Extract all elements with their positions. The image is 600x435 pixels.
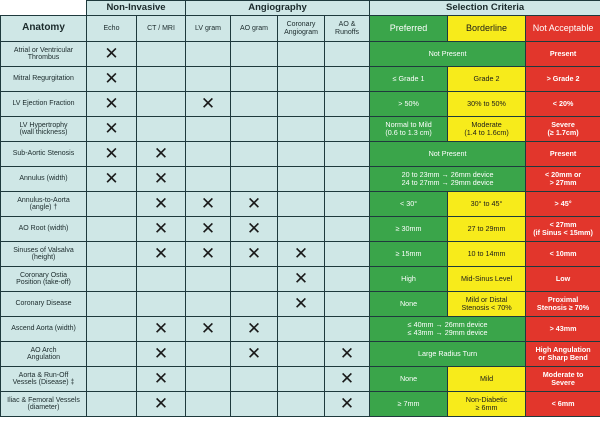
- x-mark-icon: ✕: [153, 393, 169, 414]
- coronary-angiogram-cell: [278, 167, 325, 192]
- criteria-text: 24 to 27mm → 29mm device: [401, 178, 494, 187]
- table-row: [1, 67, 600, 92]
- col-echo: Echo: [87, 16, 137, 42]
- group-header-row: [1, 1, 600, 16]
- preferred-cell: [370, 367, 448, 392]
- anatomy-label: Vessels (Disease) ‡: [12, 379, 75, 386]
- x-mark-icon: ✕: [104, 43, 119, 64]
- coronary-angiogram-cell: [278, 242, 325, 267]
- ao-runoffs-cell: [325, 117, 370, 142]
- echo-cell: [87, 42, 137, 67]
- preferred-cell: [370, 242, 448, 267]
- preferred-cell: [370, 167, 526, 192]
- anatomy-cell: [1, 292, 87, 317]
- criteria-text: Severe: [551, 378, 575, 387]
- not-acceptable-cell: [526, 92, 600, 117]
- x-mark-icon: ✕: [246, 343, 262, 364]
- criteria-text: or Sharp Bend: [538, 353, 588, 362]
- anatomy-label: Annulus-to-Aorta: [17, 196, 70, 204]
- echo-cell: [87, 192, 137, 217]
- criteria-text: 30° to 45°: [470, 199, 503, 209]
- col-coronary-angiogram: [278, 16, 325, 42]
- criteria-text: (if Sinus < 15mm): [533, 228, 593, 237]
- echo-cell: [87, 292, 137, 317]
- criteria-text: ≤ 43mm → 29mm device: [407, 328, 488, 337]
- lv-gram-cell: [186, 42, 231, 67]
- x-mark-icon: ✕: [246, 318, 262, 339]
- anatomy-label: LV Ejection Fraction: [12, 100, 75, 108]
- ao-gram-cell: [231, 392, 278, 417]
- ct-mri-cell: [137, 217, 186, 242]
- not-acceptable-cell: [526, 67, 600, 92]
- table-row: [1, 92, 600, 117]
- criteria-text: (0.6 to 1.3 cm): [385, 128, 432, 137]
- ao-gram-cell: [231, 292, 278, 317]
- criteria-text: 27 to 29mm: [467, 224, 506, 234]
- criteria-text: > 27mm: [549, 178, 577, 187]
- ct-mri-cell: [137, 267, 186, 292]
- coronary-angiogram-cell: [278, 367, 325, 392]
- preferred-cell: [370, 342, 526, 367]
- echo-cell: [87, 317, 137, 342]
- coronary-angiogram-cell: [278, 217, 325, 242]
- x-mark-icon: ✕: [153, 343, 169, 364]
- anatomy-cell: [1, 217, 87, 242]
- coronary-angiogram-cell: [278, 392, 325, 417]
- echo-cell: [87, 392, 137, 417]
- not-acceptable-cell: [526, 42, 600, 67]
- not-acceptable-cell: [526, 392, 600, 417]
- borderline-cell: [448, 367, 526, 392]
- ao-gram-cell: [231, 317, 278, 342]
- ao-runoffs-cell: [325, 292, 370, 317]
- x-mark-icon: ✕: [339, 393, 355, 414]
- borderline-cell: [448, 67, 526, 92]
- col-ao-runoffs: [325, 16, 370, 42]
- preferred-cell: [370, 217, 448, 242]
- anatomy-label: Coronary Disease: [15, 300, 72, 308]
- criteria-text: ≥ 15mm: [395, 249, 422, 259]
- anatomy-label: Aorta & Run-Off: [18, 371, 69, 379]
- borderline-cell: [448, 217, 526, 242]
- not-acceptable-cell: [526, 142, 600, 167]
- anatomy-label: (wall thickness): [19, 129, 68, 136]
- ct-mri-cell: [137, 317, 186, 342]
- criteria-text: > 43mm: [549, 324, 577, 334]
- col-ao-runoffs-line2: Runoffs: [335, 28, 360, 36]
- ao-runoffs-cell: [325, 192, 370, 217]
- criteria-text: 30% to 50%: [467, 99, 506, 109]
- ao-runoffs-cell: [325, 342, 370, 367]
- lv-gram-cell: [186, 142, 231, 167]
- criteria-text: Proximal: [547, 295, 579, 305]
- anatomy-label: (diameter): [27, 404, 60, 411]
- ct-mri-cell: [137, 42, 186, 67]
- ct-mri-cell: [137, 367, 186, 392]
- borderline-cell: [448, 117, 526, 142]
- anatomy-label: AO Root (width): [18, 225, 69, 233]
- lv-gram-cell: [186, 242, 231, 267]
- anatomy-label: Coronary Ostia: [19, 271, 68, 279]
- preferred-cell: [370, 67, 448, 92]
- ct-mri-cell: [137, 67, 186, 92]
- ct-mri-cell: [137, 92, 186, 117]
- lv-gram-cell: [186, 67, 231, 92]
- anatomy-label: Angulation: [26, 354, 61, 361]
- group-angiography: Angiography: [186, 1, 370, 16]
- echo-cell: [87, 117, 137, 142]
- col-not-acceptable: Not Acceptable: [526, 16, 600, 42]
- x-mark-icon: ✕: [246, 218, 262, 239]
- ao-gram-cell: [231, 142, 278, 167]
- criteria-text: Mild: [479, 374, 494, 384]
- ct-mri-cell: [137, 292, 186, 317]
- x-mark-icon: ✕: [246, 243, 262, 264]
- criteria-text: Large Radius Turn: [417, 349, 478, 359]
- coronary-angiogram-cell: [278, 67, 325, 92]
- lv-gram-cell: [186, 342, 231, 367]
- column-header-row: [1, 16, 600, 42]
- preferred-cell: [370, 142, 526, 167]
- table-row: [1, 142, 600, 167]
- ao-gram-cell: [231, 367, 278, 392]
- ao-runoffs-cell: [325, 92, 370, 117]
- not-acceptable-cell: [526, 342, 600, 367]
- echo-cell: [87, 367, 137, 392]
- criteria-text: > 50%: [398, 99, 419, 109]
- table-row: [1, 117, 600, 142]
- anatomy-label: Position (take-off): [16, 279, 71, 286]
- table-row: [1, 192, 600, 217]
- criteria-text: 20 to 23mm → 26mm device: [401, 170, 494, 180]
- echo-cell: [87, 342, 137, 367]
- ao-runoffs-cell: [325, 242, 370, 267]
- x-mark-icon: ✕: [339, 368, 355, 389]
- table-body: [1, 42, 600, 417]
- criteria-text: Moderate: [471, 120, 502, 130]
- criteria-text: Moderate to: [542, 370, 584, 380]
- x-mark-icon: ✕: [104, 93, 119, 114]
- coronary-angiogram-cell: [278, 292, 325, 317]
- x-mark-icon: ✕: [200, 93, 216, 114]
- anatomy-label: Ascend Aorta (width): [11, 325, 76, 333]
- lv-gram-cell: [186, 392, 231, 417]
- criteria-text: < 27mm: [549, 220, 577, 230]
- lv-gram-cell: [186, 92, 231, 117]
- x-mark-icon: ✕: [153, 218, 169, 239]
- echo-cell: [87, 242, 137, 267]
- borderline-cell: [448, 267, 526, 292]
- ct-mri-cell: [137, 117, 186, 142]
- lv-gram-cell: [186, 117, 231, 142]
- x-mark-icon: ✕: [104, 68, 119, 89]
- not-acceptable-cell: [526, 217, 600, 242]
- x-mark-icon: ✕: [246, 193, 262, 214]
- x-mark-icon: ✕: [293, 243, 309, 264]
- preferred-cell: [370, 392, 448, 417]
- col-anatomy: Anatomy: [1, 16, 87, 42]
- criteria-text: Non-Diabetic: [465, 395, 508, 405]
- criteria-text: ≥ 6mm: [475, 403, 498, 412]
- borderline-cell: [448, 242, 526, 267]
- preferred-cell: [370, 92, 448, 117]
- ao-gram-cell: [231, 342, 278, 367]
- anatomy-cell: [1, 367, 87, 392]
- criteria-text: Not Present: [428, 149, 467, 159]
- criteria-text: Stenosis ≥ 70%: [536, 303, 590, 312]
- criteria-text: ≤ 40mm → 26mm device: [407, 320, 488, 330]
- criteria-text: (1.4 to 1.6cm): [464, 128, 509, 137]
- table-row: [1, 367, 600, 392]
- x-mark-icon: ✕: [200, 218, 216, 239]
- anatomy-label: Sub-Aortic Stenosis: [12, 150, 75, 158]
- criteria-text: ≥ 30mm: [395, 224, 422, 234]
- x-mark-icon: ✕: [104, 168, 119, 189]
- ao-runoffs-cell: [325, 142, 370, 167]
- not-acceptable-cell: [526, 242, 600, 267]
- coronary-angiogram-cell: [278, 267, 325, 292]
- lv-gram-cell: [186, 267, 231, 292]
- criteria-text: > 45°: [554, 199, 572, 209]
- not-acceptable-cell: [526, 192, 600, 217]
- echo-cell: [87, 92, 137, 117]
- col-coronary-angiogram-line2: Angiogram: [284, 28, 318, 36]
- ao-runoffs-cell: [325, 217, 370, 242]
- col-ao-runoffs-line1: AO &: [338, 21, 356, 29]
- table-row: [1, 292, 600, 317]
- x-mark-icon: ✕: [200, 193, 216, 214]
- x-mark-icon: ✕: [153, 168, 169, 189]
- x-mark-icon: ✕: [153, 243, 169, 264]
- x-mark-icon: ✕: [293, 268, 309, 289]
- anatomy-cell: [1, 142, 87, 167]
- criteria-text: Severe: [551, 120, 575, 130]
- anatomy-cell: [1, 192, 87, 217]
- borderline-cell: [448, 192, 526, 217]
- ao-runoffs-cell: [325, 42, 370, 67]
- ct-mri-cell: [137, 142, 186, 167]
- echo-cell: [87, 142, 137, 167]
- ao-runoffs-cell: [325, 392, 370, 417]
- coronary-angiogram-cell: [278, 117, 325, 142]
- not-acceptable-cell: [526, 292, 600, 317]
- ao-gram-cell: [231, 192, 278, 217]
- criteria-text: < 20mm or: [544, 170, 582, 180]
- criteria-text: < 6mm: [551, 399, 575, 409]
- anatomy-label: LV Hypertrophy: [19, 121, 68, 129]
- ct-mri-cell: [137, 342, 186, 367]
- ao-runoffs-cell: [325, 67, 370, 92]
- col-ct-mri: CT / MRI: [137, 16, 186, 42]
- x-mark-icon: ✕: [153, 143, 169, 164]
- coronary-angiogram-cell: [278, 192, 325, 217]
- ao-runoffs-cell: [325, 267, 370, 292]
- table-row: [1, 392, 600, 417]
- lv-gram-cell: [186, 292, 231, 317]
- criteria-text: Mid-Sinus Level: [460, 274, 513, 284]
- table-row: [1, 42, 600, 67]
- preferred-cell: [370, 292, 448, 317]
- criteria-text: Present: [549, 49, 577, 59]
- ct-mri-cell: [137, 242, 186, 267]
- x-mark-icon: ✕: [104, 118, 119, 139]
- criteria-text: 10 to 14mm: [467, 249, 506, 259]
- anatomy-cell: [1, 67, 87, 92]
- criteria-text: None: [399, 299, 418, 309]
- table-row: [1, 242, 600, 267]
- criteria-text: Present: [549, 149, 577, 159]
- col-borderline: Borderline: [448, 16, 526, 42]
- lv-gram-cell: [186, 167, 231, 192]
- lv-gram-cell: [186, 192, 231, 217]
- not-acceptable-cell: [526, 117, 600, 142]
- criteria-text: ≥ 7mm: [397, 399, 420, 409]
- criteria-text: None: [399, 374, 418, 384]
- x-mark-icon: ✕: [104, 143, 119, 164]
- preferred-cell: [370, 317, 526, 342]
- table-row: [1, 217, 600, 242]
- criteria-text: Stenosis < 70%: [461, 303, 512, 312]
- preferred-cell: [370, 267, 448, 292]
- x-mark-icon: ✕: [200, 243, 216, 264]
- ao-gram-cell: [231, 267, 278, 292]
- ao-gram-cell: [231, 217, 278, 242]
- x-mark-icon: ✕: [153, 368, 169, 389]
- group-selection-criteria: Selection Criteria: [370, 1, 600, 16]
- not-acceptable-cell: [526, 167, 600, 192]
- echo-cell: [87, 67, 137, 92]
- lv-gram-cell: [186, 317, 231, 342]
- preferred-cell: [370, 42, 526, 67]
- x-mark-icon: ✕: [339, 343, 355, 364]
- criteria-text: Not Present: [428, 49, 467, 59]
- preferred-cell: [370, 192, 448, 217]
- anatomy-label: Sinuses of Valsalva: [13, 246, 74, 254]
- criteria-text: High: [401, 274, 416, 284]
- criteria-text: Normal to Mild: [385, 120, 432, 130]
- ao-runoffs-cell: [325, 317, 370, 342]
- anatomy-label: Atrial or Ventricular: [13, 46, 74, 54]
- ao-gram-cell: [231, 167, 278, 192]
- anatomy-cell: [1, 392, 87, 417]
- anatomy-cell: [1, 242, 87, 267]
- ao-gram-cell: [231, 67, 278, 92]
- borderline-cell: [448, 92, 526, 117]
- ao-runoffs-cell: [325, 167, 370, 192]
- criteria-text: Mild or Distal: [465, 295, 508, 305]
- ct-mri-cell: [137, 192, 186, 217]
- x-mark-icon: ✕: [293, 293, 309, 314]
- anatomy-label: Iliac & Femoral Vessels: [7, 396, 80, 404]
- table-row: [1, 267, 600, 292]
- criteria-text: Low: [555, 274, 571, 284]
- ao-gram-cell: [231, 117, 278, 142]
- not-acceptable-cell: [526, 267, 600, 292]
- blank-corner: [1, 1, 87, 16]
- coronary-angiogram-cell: [278, 342, 325, 367]
- anatomy-cell: [1, 317, 87, 342]
- echo-cell: [87, 267, 137, 292]
- anatomy-label: Annulus (width): [19, 175, 68, 183]
- criteria-text: < 30°: [400, 199, 418, 209]
- anatomy-label: (height): [31, 254, 56, 261]
- x-mark-icon: ✕: [153, 193, 169, 214]
- anatomy-cell: [1, 117, 87, 142]
- ao-runoffs-cell: [325, 367, 370, 392]
- ct-mri-cell: [137, 392, 186, 417]
- table-row: [1, 342, 600, 367]
- anatomy-cell: [1, 92, 87, 117]
- echo-cell: [87, 167, 137, 192]
- table-row: [1, 167, 600, 192]
- borderline-cell: [448, 292, 526, 317]
- lv-gram-cell: [186, 217, 231, 242]
- anatomy-cell: [1, 267, 87, 292]
- lv-gram-cell: [186, 367, 231, 392]
- criteria-text: (≥ 1.7cm): [547, 128, 579, 137]
- criteria-text: < 10mm: [549, 249, 577, 259]
- col-coronary-angiogram-line1: Coronary: [286, 21, 316, 29]
- criteria-text: High Angulation: [535, 345, 591, 355]
- anatomy-label: Mitral Regurgitation: [13, 75, 74, 83]
- coronary-angiogram-cell: [278, 142, 325, 167]
- col-lv-gram: LV gram: [186, 16, 231, 42]
- not-acceptable-cell: [526, 317, 600, 342]
- coronary-angiogram-cell: [278, 92, 325, 117]
- ao-gram-cell: [231, 92, 278, 117]
- echo-cell: [87, 217, 137, 242]
- coronary-angiogram-cell: [278, 317, 325, 342]
- table-row: [1, 317, 600, 342]
- ct-mri-cell: [137, 167, 186, 192]
- not-acceptable-cell: [526, 367, 600, 392]
- coronary-angiogram-cell: [278, 42, 325, 67]
- anatomy-label: AO Arch: [30, 346, 57, 354]
- criteria-text: Grade 2: [473, 74, 500, 84]
- borderline-cell: [448, 392, 526, 417]
- anatomy-label: (angle) †: [29, 204, 58, 211]
- anatomy-label: Thrombus: [27, 54, 60, 61]
- group-non-invasive: Non-Invasive: [87, 1, 186, 16]
- criteria-text: ≤ Grade 1: [392, 74, 425, 84]
- anatomy-cell: [1, 342, 87, 367]
- col-preferred: Preferred: [370, 16, 448, 42]
- ao-gram-cell: [231, 242, 278, 267]
- anatomy-cell: [1, 167, 87, 192]
- preferred-cell: [370, 117, 448, 142]
- criteria-text: > Grade 2: [546, 74, 580, 84]
- criteria-text: < 20%: [552, 99, 574, 109]
- ao-gram-cell: [231, 42, 278, 67]
- x-mark-icon: ✕: [153, 318, 169, 339]
- col-ao-gram: AO gram: [231, 16, 278, 42]
- x-mark-icon: ✕: [200, 318, 216, 339]
- anatomy-cell: [1, 42, 87, 67]
